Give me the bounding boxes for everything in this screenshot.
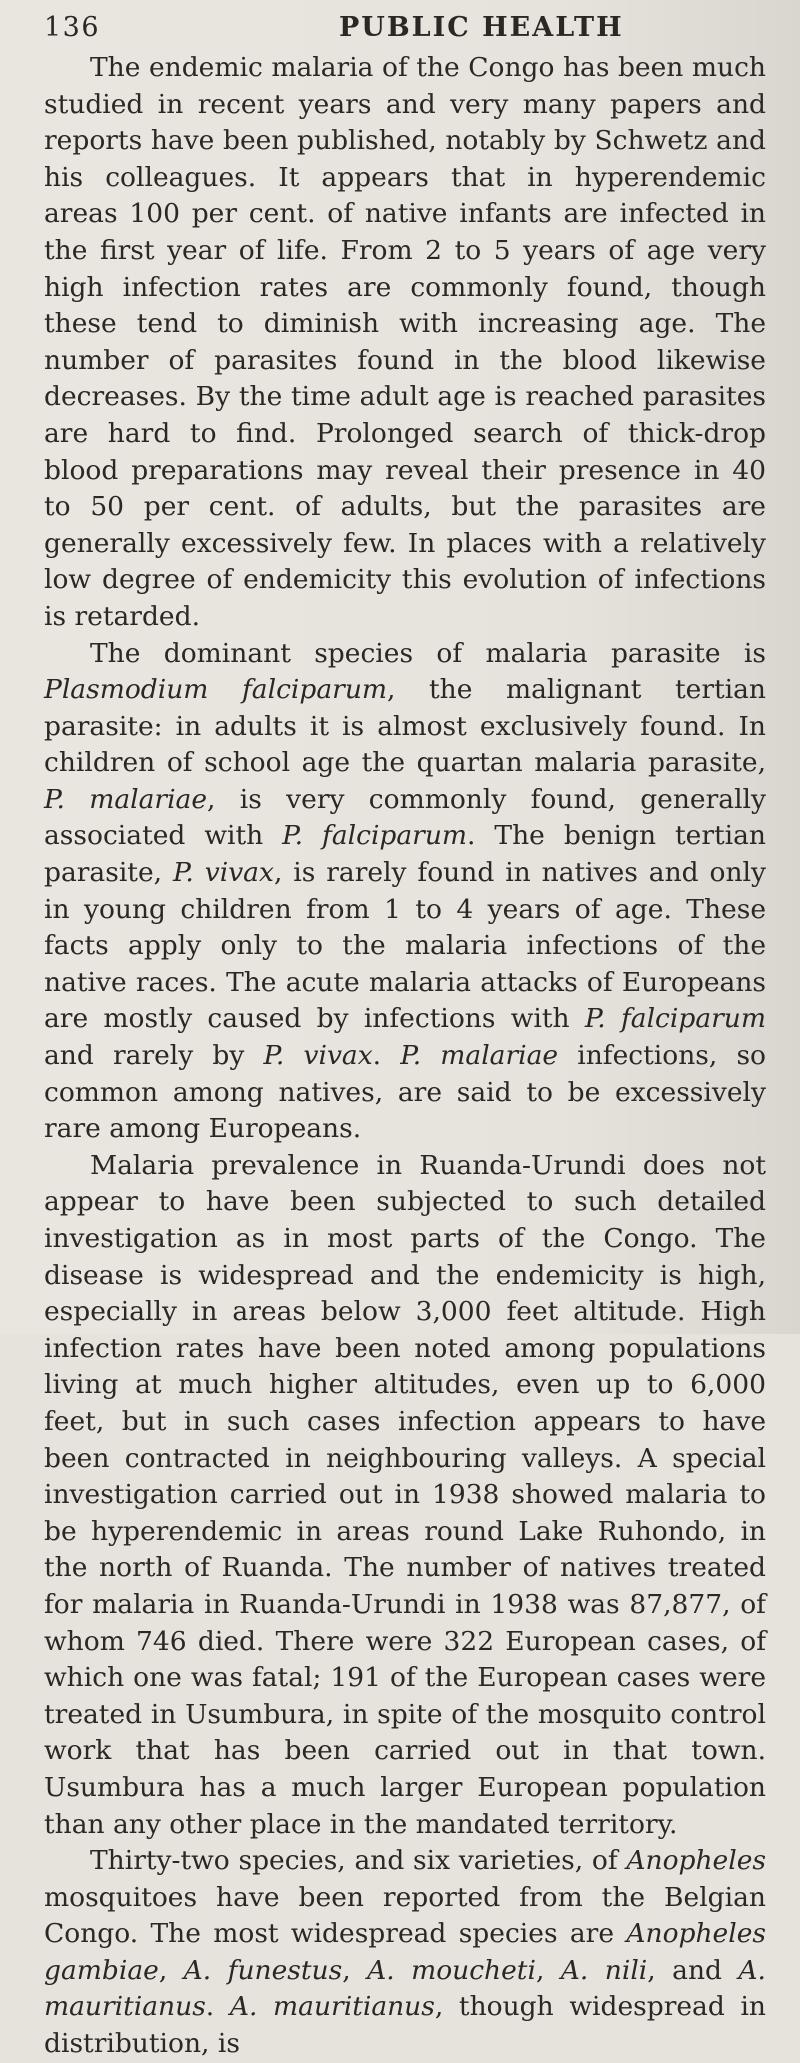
running-header bbox=[44, 8, 772, 48]
paragraph-anopheles-species: Thirty-two species, and six varieties, of Anopheles mosquitoes have been reported from the Belgian Congo. The most widespread species are Anopheles gambiae, A. funestus, A. moucheti, A. nili, and A. mauritianus. A. mauritianus, though widespread in distribution, is bbox=[44, 1845, 766, 2060]
running-title: PUBLIC HEALTH bbox=[339, 12, 624, 43]
body-text bbox=[44, 50, 766, 2063]
paragraph-ruanda-urundi: Malaria prevalence in Ruanda-Urundi does not appear to have been subjected to such detailed investigation as in most parts of the Congo. The disease is widespread and the endemicity is high, especially in areas below 3,000 feet altitude. High infection rates have been noted among populations living at much higher altitudes, even up to 6,000 feet, but in such cases infection appears to have been contracted in neighbouring valleys. A special investigation carried out in 1938 showed malaria to be hyperendemic in areas round Lake Ruhondo, in the north of Ruanda. The number of natives treated for malaria in Ruanda-Urundi in 1938 was 87,877, of whom 746 died. There were 322 European cases, of which one was fatal; 191 of the European cases were treated in Usumbura, in spite of the mosquito control work that has been carried out in that town. Usumbura has a much larger European population than any other place in the mandated territory. bbox=[44, 1149, 766, 1840]
paragraph-dominant-species: The dominant species of malaria parasite is Plasmodium falciparum, the malignant tertian parasite: in adults it is almost exclusively found. In children of school age the quartan malaria parasite, P. malariae, is very commonly found, generally associated with P. falciparum. The benign tertian parasite, P. vivax, is rarely found in natives and only in young children from 1 to 4 years of age. These facts apply only to the malaria infections of the native races. The acute malaria attacks of Europeans are mostly caused by infections with P. falciparum and rarely by P. vivax. P. malariae infections, so common among natives, are said to be excessively rare among Europeans. bbox=[44, 637, 766, 1145]
page-number: 136 bbox=[44, 12, 101, 43]
paragraph-congo-endemic-malaria: The endemic malaria of the Congo has been much studied in recent years and very many papers and reports have been published, notably by Schwetz and his colleagues. It appears that in hyperendemic areas 100 per cent. of native infants are infected in the first year of life. From 2 to 5 years of age very high infection rates are commonly found, though these tend to diminish with increasing age. The number of parasites found in the blood likewise decreases. By the time adult age is reached parasites are hard to find. Prolonged search of thick-drop blood preparations may reveal their presence in 40 to 50 per cent. of adults, but the parasites are generally excessively few. In places with a relatively low degree of endemicity this evolution of infections is retarded. bbox=[44, 52, 766, 632]
